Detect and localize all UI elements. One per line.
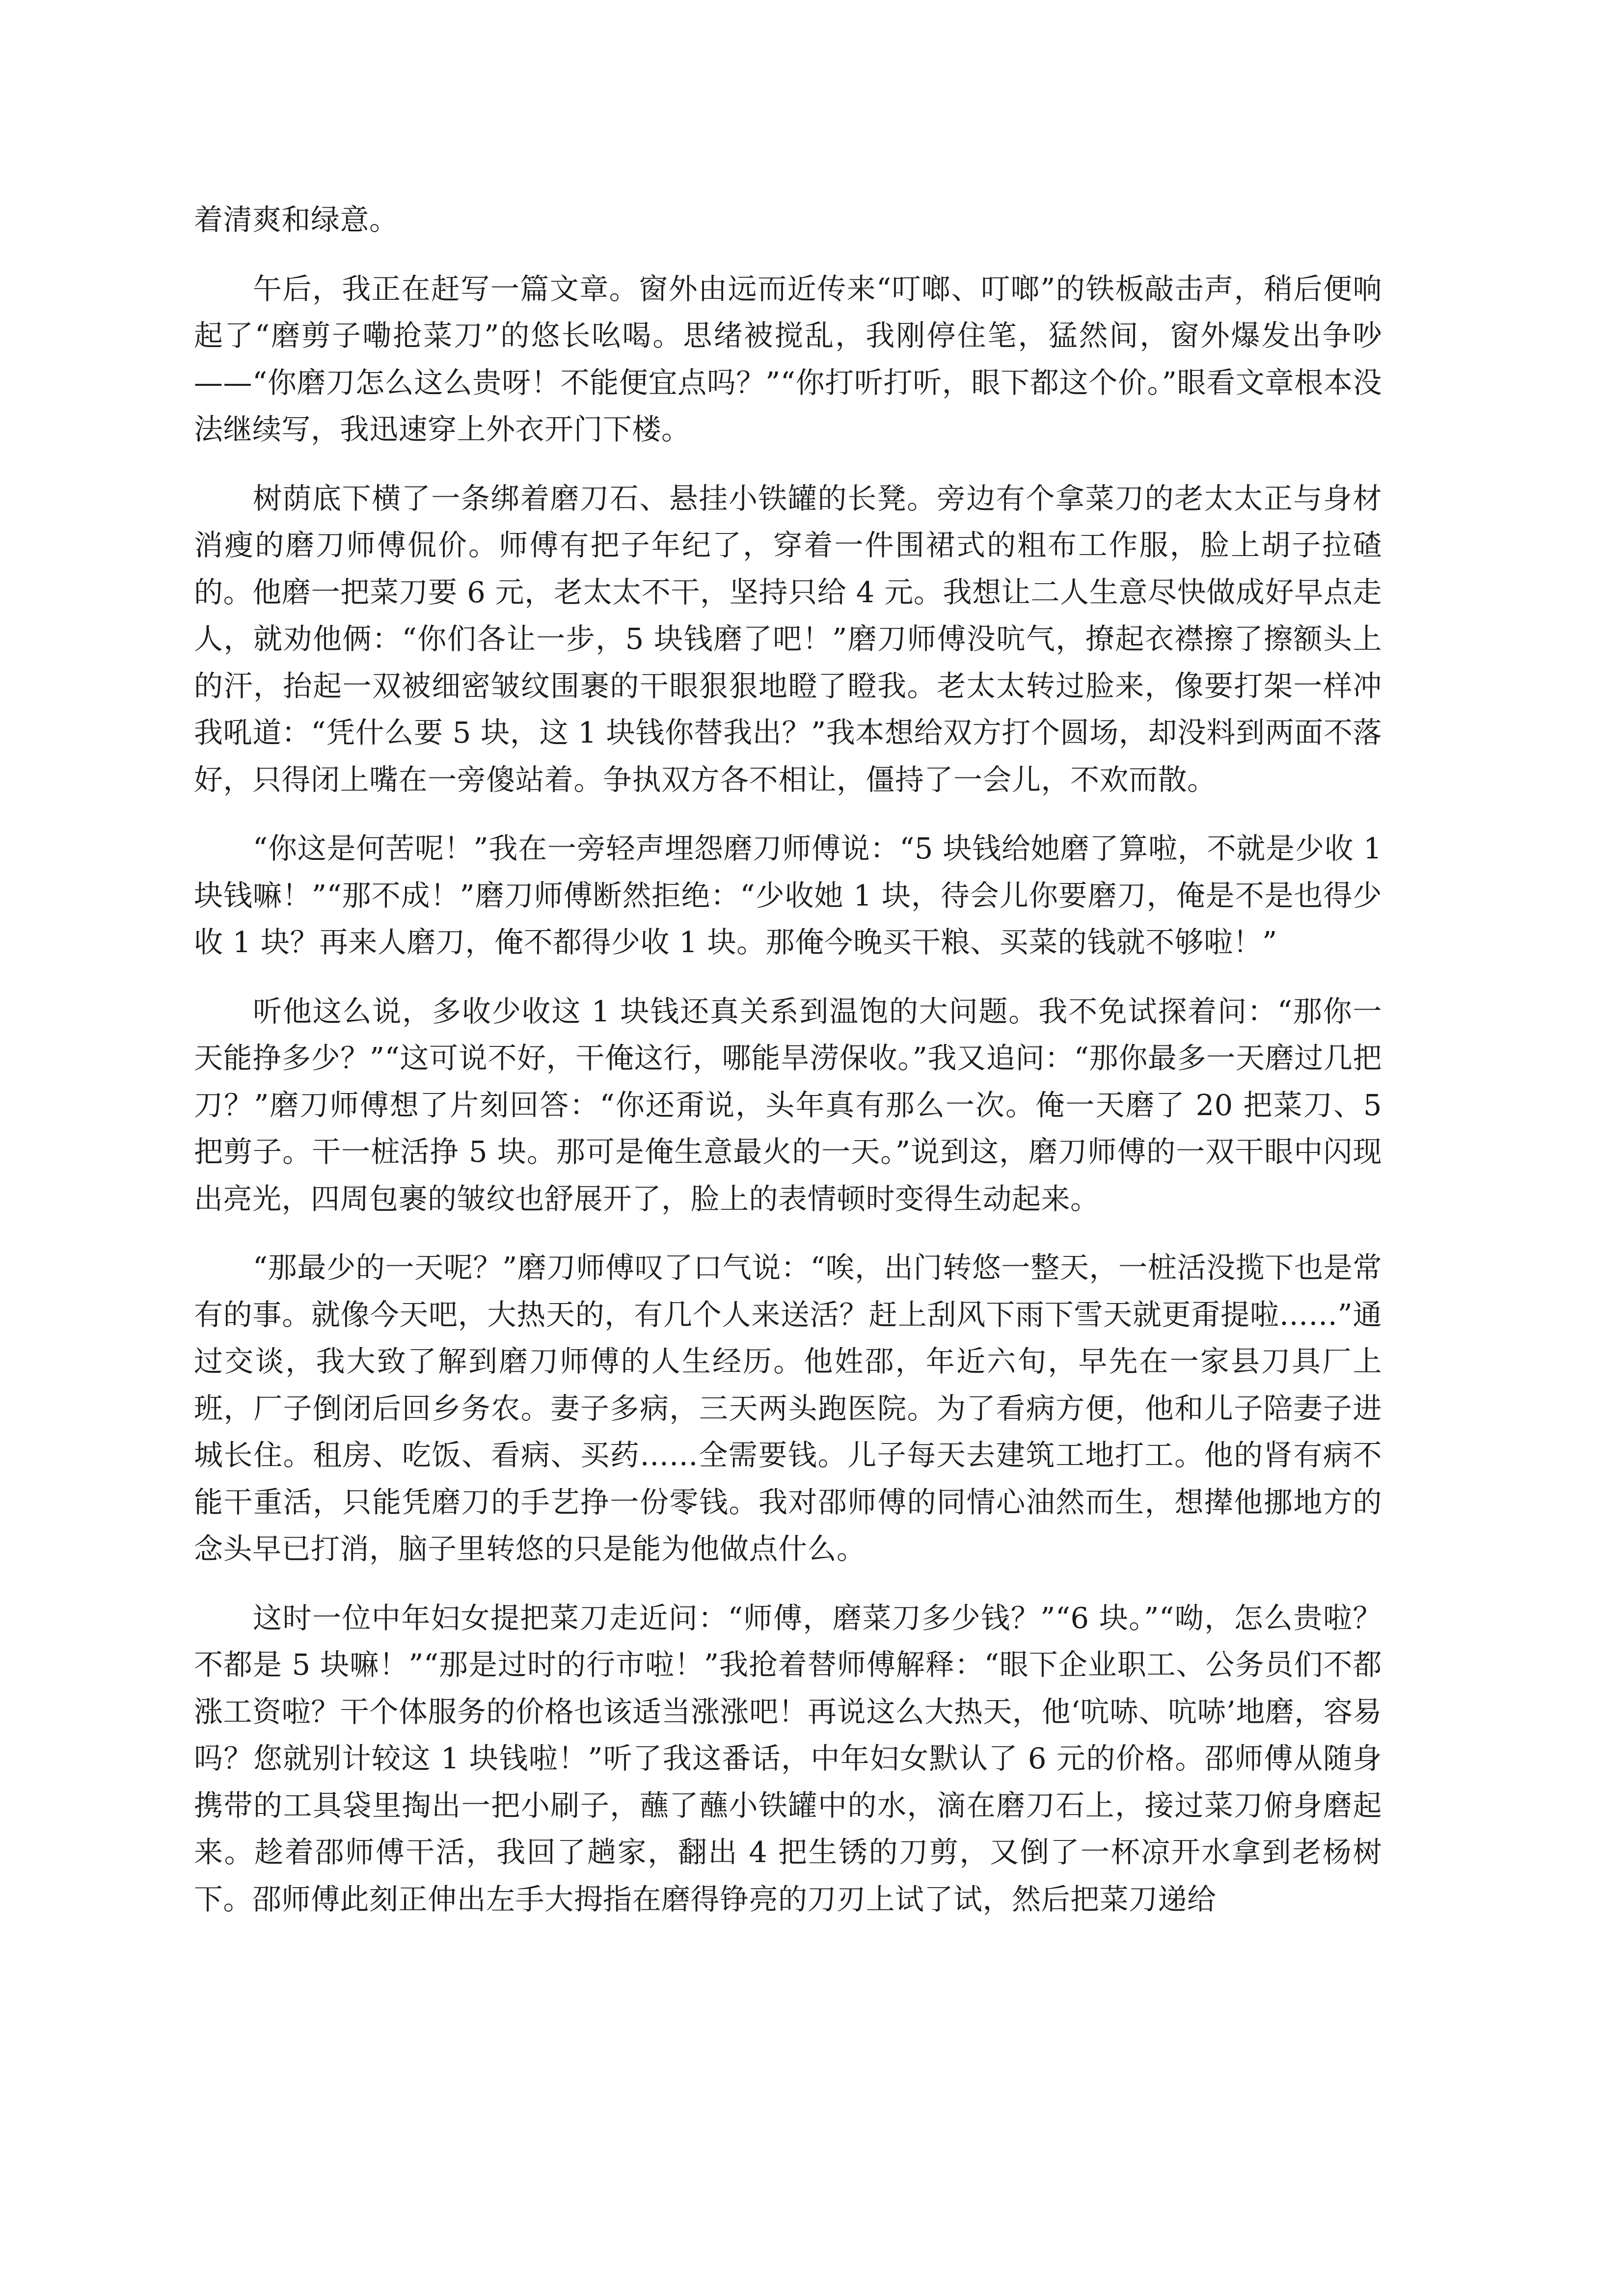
paragraph: 树荫底下横了一条绑着磨刀石、悬挂小铁罐的长凳。旁边有个拿菜刀的老太太正与身材消瘦的磨刀师傅侃价。师傅有把子年纪了，穿着一件围裙式的粗布工作服，脸上胡子拉碴的。他磨一把菜刀要 6 元，老太太不干，坚持只给 4 元。我想让二人生意尽快做成好早点走人，就劝他俩：“你们各让一步，5 块钱磨了吧！”磨刀师傅没吭气，撩起衣襟擦了擦额头上的汗，抬起一双被细密皱纹围裹的干眼狠狠地瞪了瞪我。老太太转过脸来，像要打架一样冲我吼道：“凭什么要 5 块，这 1 块钱你替我出？”我本想给双方打个圆场，却没料到两面不落好，只得闭上嘴在一旁傻站着。争执双方各不相让，僵持了一会儿，不欢而散。 — [194, 481, 1382, 797]
paragraph: “你这是何苦呢！”我在一旁轻声埋怨磨刀师傅说：“5 块钱给她磨了算啦，不就是少收 1 块钱嘛！”“那不成！”磨刀师傅断然拒绝：“少收她 1 块，待会儿你要磨刀，俺是不是也得少收 1 块？再来人磨刀，俺不都得少收 1 块。那俺今晚买干粮、买菜的钱就不够啦！” — [194, 831, 1382, 959]
paragraph: 着清爽和绿意。 — [194, 203, 399, 237]
paragraph: 听他这么说，多收少收这 1 块钱还真关系到温饱的大问题。我不免试探着问：“那你一天能挣多少？”“这可说不好，干俺这行，哪能旱涝保收。”我又追问：“那你最多一天磨过几把刀？”磨刀师傅想了片刻回答：“你还甭说，头年真有那么一次。俺一天磨了 20 把菜刀、5 把剪子。干一桩活挣 5 块。那可是俺生意最火的一天。”说到这，磨刀师傅的一双干眼中闪现出亮光，四周包裹的皱纹也舒展开了，脸上的表情顿时变得生动起来。 — [194, 994, 1382, 1216]
article-body — [194, 196, 1382, 1945]
paragraph: 午后，我正在赶写一篇文章。窗外由远而近传来“叮啷、叮啷”的铁板敲击声，稍后便响起了“磨剪子嘞抢菜刀”的悠长吆喝。思绪被搅乱，我刚停住笔，猛然间，窗外爆发出争吵——“你磨刀怎么这么贵呀！不能便宜点吗？”“你打听打听，眼下都这个价。”眼看文章根本没法继续写，我迅速穿上外衣开门下楼。 — [194, 271, 1382, 446]
paragraph: 这时一位中年妇女提把菜刀走近问：“师傅，磨菜刀多少钱？”“6 块。”“呦，怎么贵啦？不都是 5 块嘛！”“那是过时的行市啦！”我抢着替师傅解释：“眼下企业职工、公务员们不都涨工资啦？干个体服务的价格也该适当涨涨吧！再说这么大热天，他‘吭哧、吭哧’地磨，容易吗？您就别计较这 1 块钱啦！”听了我这番话，中年妇女默认了 6 元的价格。邵师傅从随身携带的工具袋里掏出一把小刷子，蘸了蘸小铁罐中的水，滴在磨刀石上，接过菜刀俯身磨起来。趁着邵师傅干活，我回了趟家，翻出 4 把生锈的刀剪，又倒了一杯凉开水拿到老杨树下。邵师傅此刻正伸出左手大拇指在磨得铮亮的刀刃上试了试，然后把菜刀递给 — [194, 1601, 1382, 1916]
paragraph: “那最少的一天呢？”磨刀师傅叹了口气说：“唉，出门转悠一整天，一桩活没揽下也是常有的事。就像今天吧，大热天的，有几个人来送活？赶上刮风下雨下雪天就更甭提啦……”通过交谈，我大致了解到磨刀师傅的人生经历。他姓邵，年近六旬，早先在一家县刀具厂上班，厂子倒闭后回乡务农。妻子多病，三天两头跑医院。为了看病方便，他和儿子陪妻子进城长住。租房、吃饭、看病、买药……全需要钱。儿子每天去建筑工地打工。他的肾有病不能干重活，只能凭磨刀的手艺挣一份零钱。我对邵师傅的同情心油然而生，想撵他挪地方的念头早已打消，脑子里转悠的只是能为他做点什么。 — [194, 1251, 1382, 1566]
